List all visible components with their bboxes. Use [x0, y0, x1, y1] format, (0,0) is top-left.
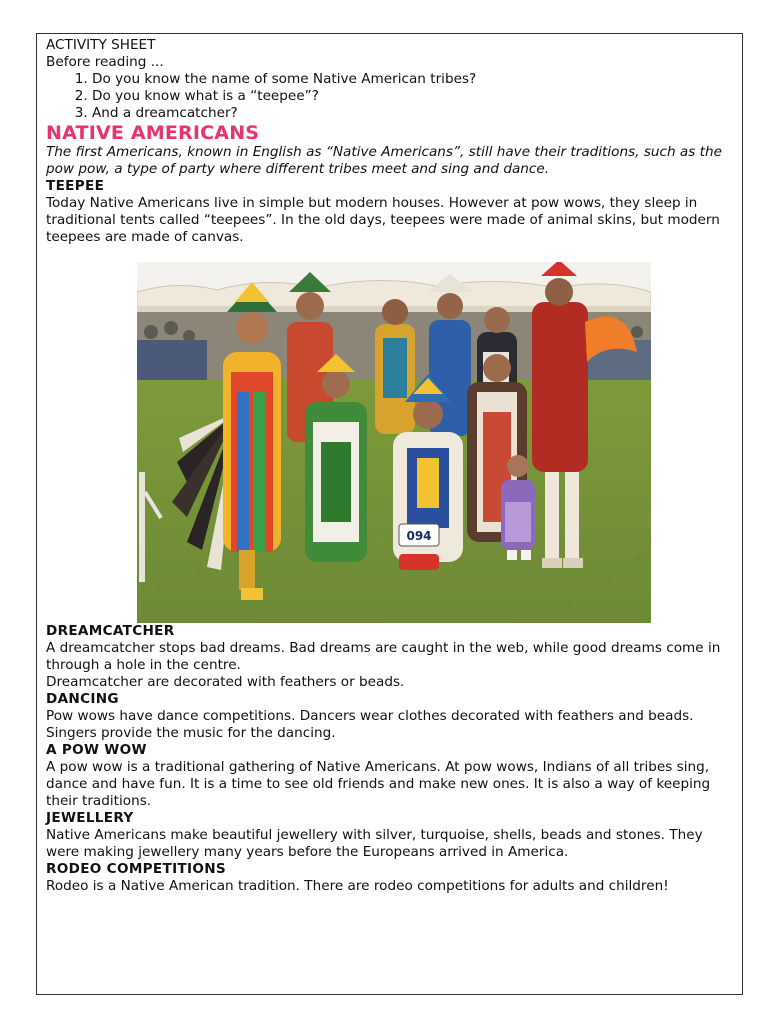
pow-wow-heading: A POW WOW	[46, 742, 147, 758]
jewellery-heading: JEWELLERY	[46, 810, 134, 826]
rodeo-text: Rodeo is a Native American tradition. There are rodeo competitions for adults and children!	[46, 878, 669, 894]
pow-wow-text: A pow wow is a traditional gathering of Native Americans. At pow wows, Indians of all tribes sing, dance and have fun. It is a time to see old friends and make new ones. It is also a way of keeping their traditions.	[46, 759, 711, 809]
dreamcatcher-text-2: Dreamcatcher are decorated with feathers or beads.	[46, 674, 405, 690]
before-reading-heading: Before reading ...	[46, 54, 164, 70]
pow-wow-photo-illustration	[137, 262, 651, 623]
sheet-label: ACTIVITY SHEET	[46, 37, 156, 53]
dancing-heading: DANCING	[46, 691, 119, 707]
teepee-text: Today Native Americans live in simple but modern houses. However at pow wows, they sleep in traditional tents called “teepees”. In the old days, teepees were made of animal skins, but modern teepees are made of canvas.	[46, 195, 720, 245]
intro-paragraph: The first Americans, known in English as “Native Americans”, still have their traditions, such as the pow pow, a type of party where different tribes meet and sing and dance.	[46, 144, 722, 177]
question-item: 3. And a dreamcatcher?	[92, 105, 734, 122]
page-title: NATIVE AMERICANS	[46, 122, 260, 144]
contest-number-badge: 094	[406, 529, 432, 543]
question-item: 2. Do you know what is a “teepee”?	[92, 88, 734, 105]
jewellery-text: Native Americans make beautiful jewellery with silver, turquoise, shells, beads and stones. They were making jewellery many years before the Europeans arrived in America.	[46, 827, 703, 860]
teepee-heading: TEEPEE	[46, 178, 105, 194]
rodeo-heading: RODEO COMPETITIONS	[46, 861, 226, 877]
dreamcatcher-heading: DREAMCATCHER	[46, 623, 175, 639]
pow-wow-photo	[137, 262, 651, 623]
question-item: 1. Do you know the name of some Native American tribes?	[92, 71, 734, 88]
dancing-text: Pow wows have dance competitions. Dancers wear clothes decorated with feathers and beads. Singers provide the music for the dancing.	[46, 708, 694, 741]
dreamcatcher-text: A dreamcatcher stops bad dreams. Bad dreams are caught in the web, while good dreams come in through a hole in the centre.	[46, 640, 721, 673]
before-reading-questions	[46, 71, 734, 122]
activity-sheet	[36, 33, 743, 995]
